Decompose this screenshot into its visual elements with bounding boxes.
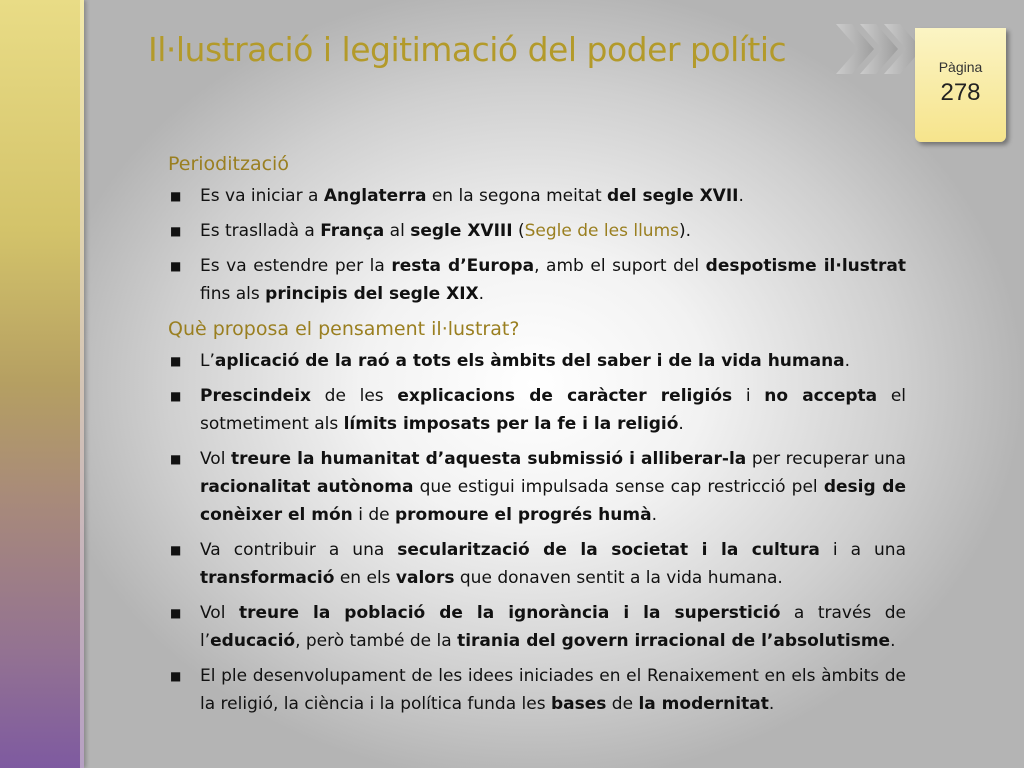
page-number-tab <box>915 28 1006 142</box>
list-item: ■ El ple desenvolupament de les idees iniciades en el Renaixement en els àmbits de la religió, la ciència i la política funda les bases de la modernitat. <box>168 662 906 718</box>
list-item: ■ Vol treure la població de la ignorància i la superstició a través de l’educació, però també de la tirania del govern irracional de l’absolutisme. <box>168 599 906 655</box>
periodization-list <box>168 182 906 308</box>
slide-content <box>168 150 906 725</box>
decorative-sidebar <box>0 0 84 768</box>
list-item: ■ Es va estendre per la resta d’Europa, amb el suport del despotisme il·lustrat fins als principis del segle XIX. <box>168 252 906 308</box>
page-number: 278 <box>940 79 981 106</box>
square-bullet-icon: ■ <box>170 189 182 203</box>
square-bullet-icon: ■ <box>170 669 182 683</box>
section-heading-proposals: Què proposa el pensament il·lustrat? <box>168 318 520 340</box>
page-label: Pàgina <box>938 59 983 75</box>
square-bullet-icon: ■ <box>170 259 182 273</box>
section-heading-periodization: Periodització <box>168 153 289 175</box>
square-bullet-icon: ■ <box>170 543 182 557</box>
list-item: ■ Es traslladà a França al segle XVIII (Segle de les llums). <box>168 217 906 245</box>
chevrons-icon <box>834 20 924 78</box>
square-bullet-icon: ■ <box>170 224 182 238</box>
list-item: ■ Es va iniciar a Anglaterra en la segona meitat del segle XVII. <box>168 182 906 210</box>
list-item: ■ Vol treure la humanitat d’aquesta submissió i alliberar-la per recuperar una racionalitat autònoma que estigui impulsada sense cap restricció pel desig de conèixer el món i de promoure el progrés humà. <box>168 445 906 529</box>
square-bullet-icon: ■ <box>170 389 182 403</box>
square-bullet-icon: ■ <box>170 452 182 466</box>
proposals-list <box>168 347 906 718</box>
list-item: ■ Prescindeix de les explicacions de caràcter religiós i no accepta el sotmetiment als límits imposats per la fe i la religió. <box>168 382 906 438</box>
list-item: ■ L’aplicació de la raó a tots els àmbits del saber i de la vida humana. <box>168 347 906 375</box>
slide-title: Il·lustració i legitimació del poder polític <box>148 30 787 69</box>
square-bullet-icon: ■ <box>170 354 182 368</box>
sidebar-highlight <box>80 0 84 768</box>
square-bullet-icon: ■ <box>170 606 182 620</box>
list-item: ■ Va contribuir a una secularització de la societat i la cultura i a una transformació en els valors que donaven sentit a la vida humana. <box>168 536 906 592</box>
highlight-text: Segle de les llums <box>524 221 679 241</box>
